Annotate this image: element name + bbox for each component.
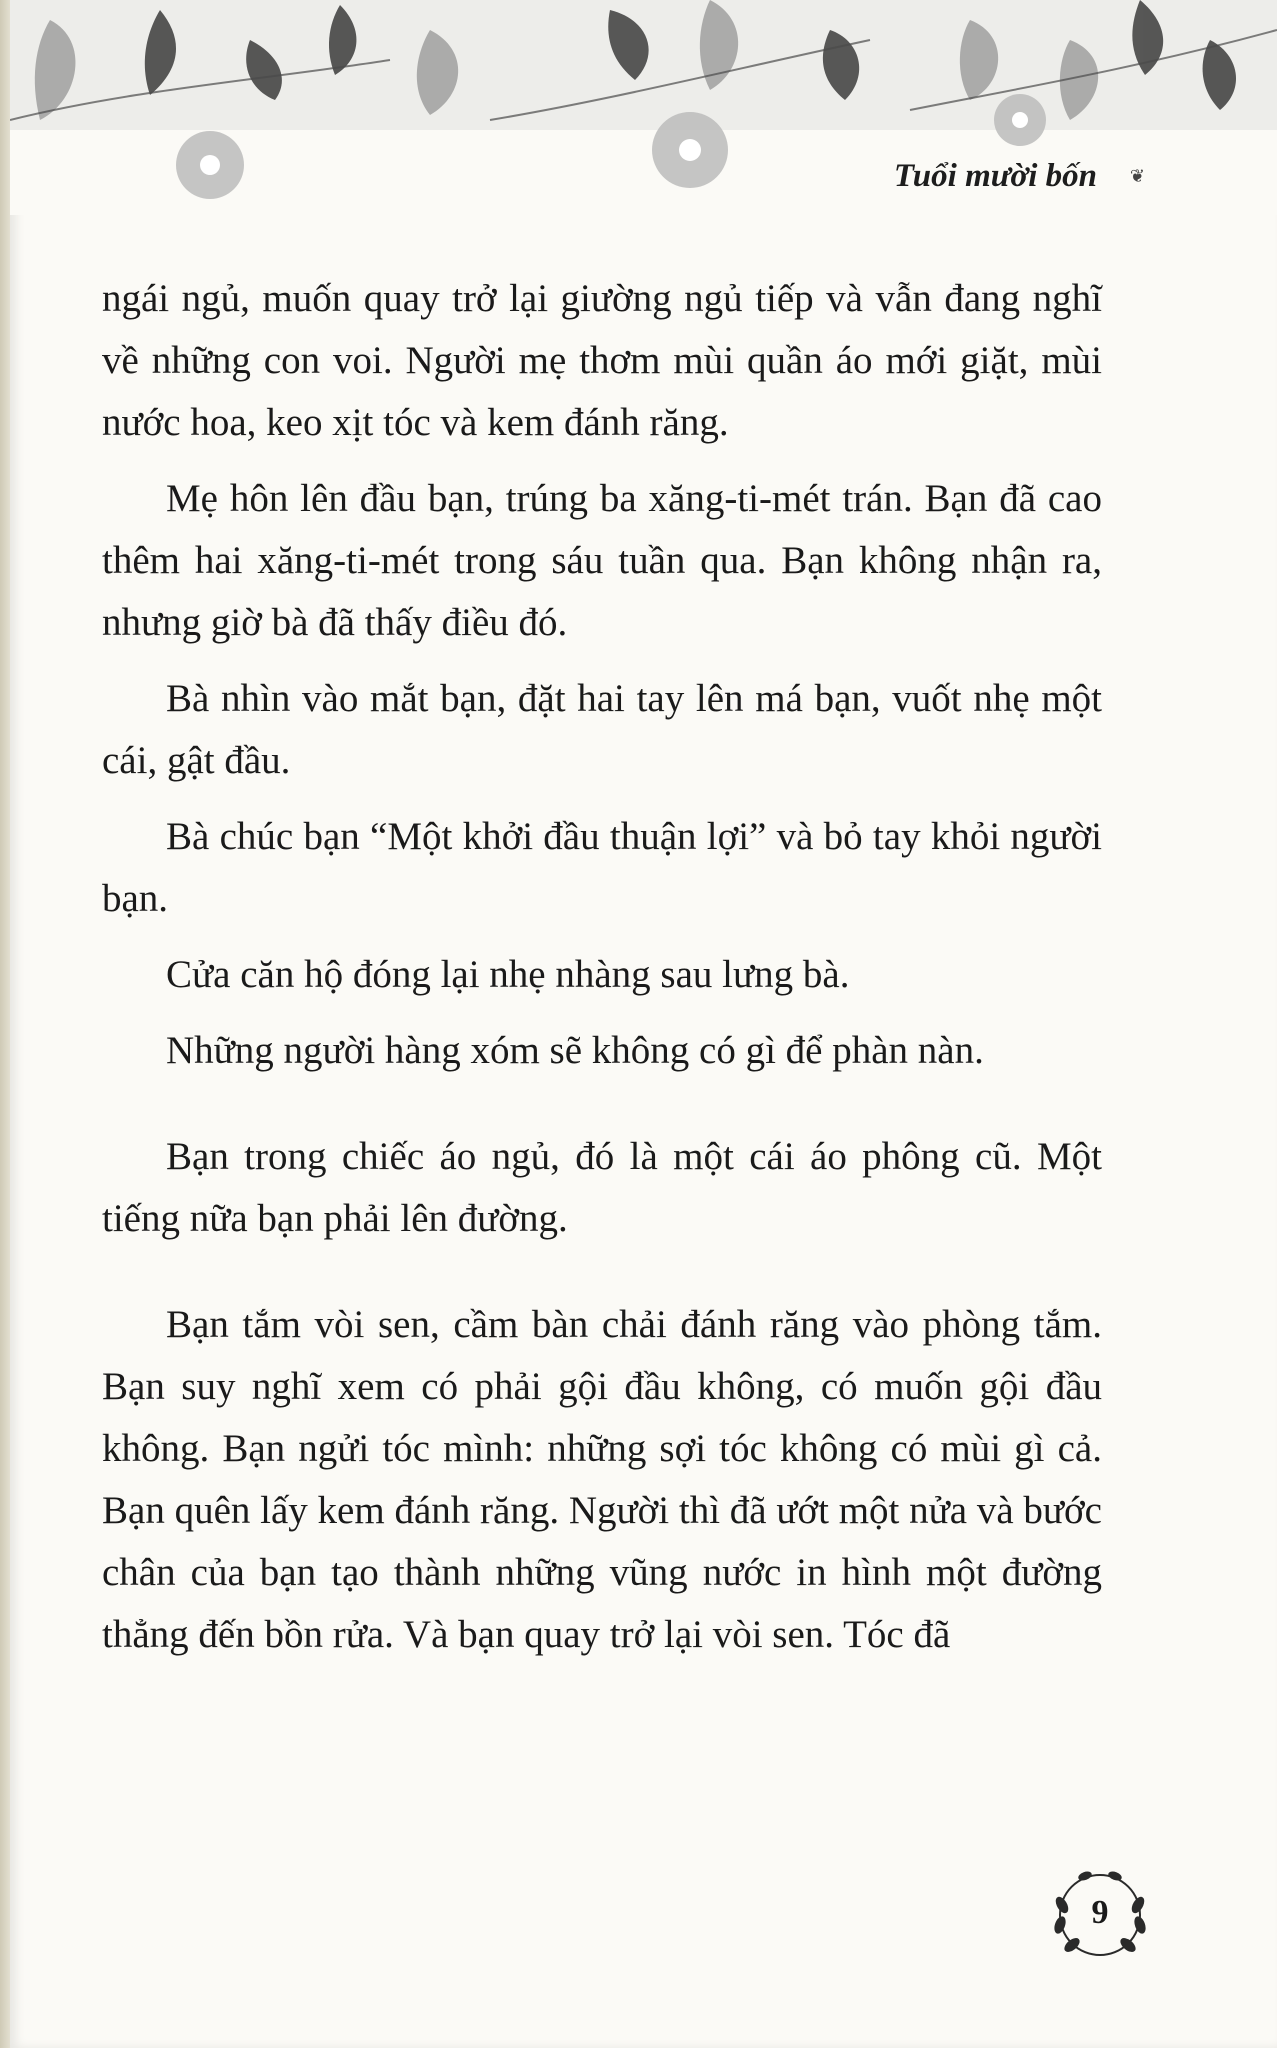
paragraph: Bà chúc bạn “Một khởi đầu thuận lợi” và bỏ tay khỏi người bạn. [102, 815, 1102, 920]
running-head-title: Tuổi mười bốn [893, 158, 1097, 194]
paragraph: Bạn trong chiếc áo ngủ, đó là một cái áo phông cũ. Một tiếng nữa bạn phải lên đường. [102, 1135, 1102, 1240]
paragraph: Mẹ hôn lên đầu bạn, trúng ba xăng-ti-mét trán. Bạn đã cao thêm hai xăng-ti-mét trong sáu tuần qua. Bạn không nhận ra, nhưng giờ bà đã thấy điều đó. [102, 477, 1102, 644]
page-number: 9 [1091, 1894, 1109, 1931]
book-spine-edge [0, 0, 10, 2048]
body-text [102, 268, 1102, 1680]
running-head-ornament: ❦ [1129, 166, 1145, 187]
paragraph: Bà nhìn vào mắt bạn, đặt hai tay lên má bạn, vuốt nhẹ một cái, gật đầu. [102, 677, 1102, 782]
paragraph: Những người hàng xóm sẽ không có gì để phàn nàn. [166, 1029, 984, 1072]
paragraph: Bạn tắm vòi sen, cầm bàn chải đánh răng vào phòng tắm. Bạn suy nghĩ xem có phải gội đầu không, có muốn gội đầu không. Bạn ngửi tóc mình: những sợi tóc không có mùi gì cả. Bạn quên lấy kem đánh răng. Người thì đã ướt một nửa và bước chân của bạn tạo thành những vũng nước in hình một đường thẳng đến bồn rửa. Và bạn quay trở lại vòi sen. Tóc đã [102, 1303, 1102, 1656]
paragraph: ngái ngủ, muốn quay trở lại giường ngủ tiếp và vẫn đang nghĩ về những con voi. Người mẹ thơm mùi quần áo mới giặt, mùi nước hoa, keo xịt tóc và kem đánh răng. [102, 277, 1102, 444]
paragraph: Cửa căn hộ đóng lại nhẹ nhàng sau lưng bà. [166, 953, 850, 996]
page-number-badge [1040, 1860, 1160, 1980]
book-page [10, 0, 1277, 2048]
